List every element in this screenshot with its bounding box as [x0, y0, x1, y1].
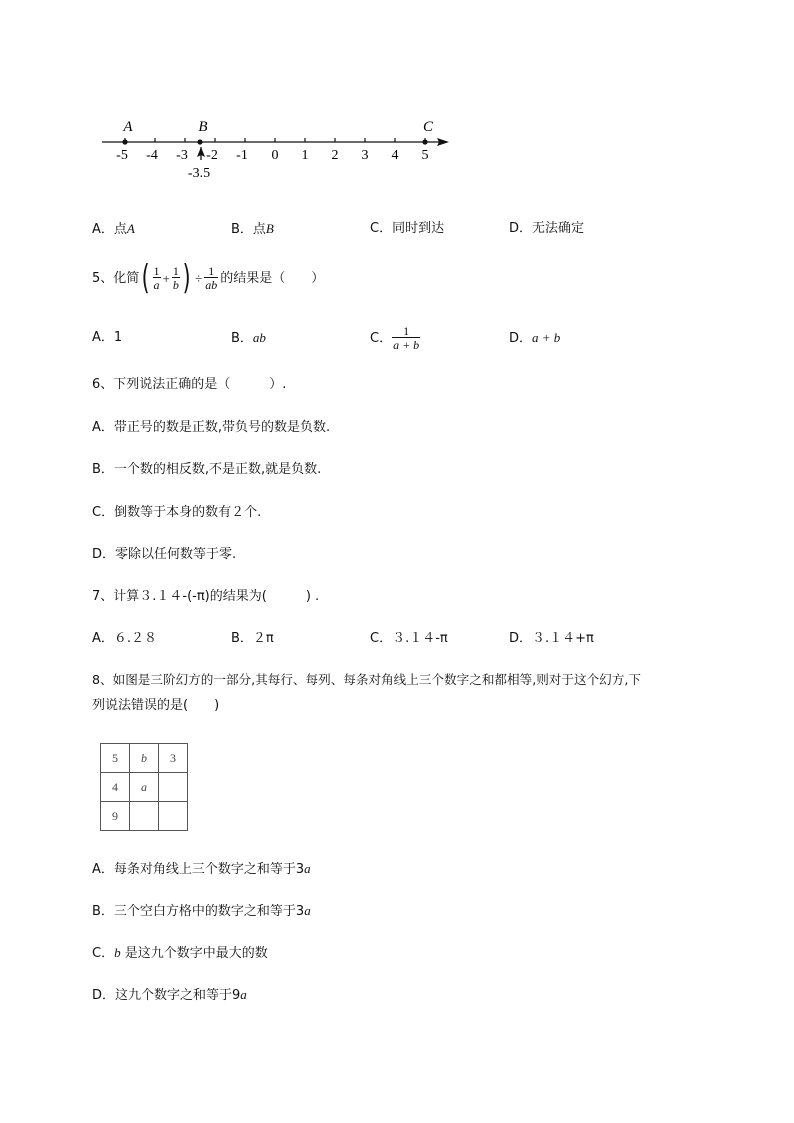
q4-option-c[interactable]: C．同时到达 [370, 221, 445, 236]
q5-option-d-prefix: D． [509, 331, 533, 346]
tick-label: 0 [271, 148, 279, 163]
grid-cell: a [130, 773, 159, 802]
q7-option-d[interactable]: D．３.１４+π [509, 631, 594, 646]
pointer-label: -3.5 [187, 166, 211, 181]
q5-close-paren: ) [182, 258, 191, 298]
q5-suffix: 的结果是（ ） [220, 270, 325, 286]
q5-fraction-1: $\frac{1}{a}$ [153, 264, 160, 292]
q4-option-b[interactable] [231, 222, 274, 236]
q4-option-b-text: B．点 [231, 222, 266, 237]
q8-option-c-var: b [114, 945, 121, 960]
q6-stem: 6、下列说法正确的是（ ）. [92, 377, 287, 392]
tick-label: -5 [116, 148, 128, 163]
q4-option-a-text: A．点 [92, 222, 127, 237]
q8-option-d-var: a [240, 987, 247, 1002]
q6-option-c[interactable]: C．倒数等于本身的数有２个. [92, 505, 262, 520]
q4-option-b-var: B [265, 221, 274, 236]
q5-option-a[interactable]: A．1 [92, 330, 123, 345]
q5-open-paren: ( [141, 258, 150, 298]
grid-cell: 5 [101, 744, 130, 773]
q7-option-a[interactable]: A．６.２８ [92, 631, 158, 646]
q5-option-b-prefix: B． [231, 331, 253, 346]
q8-option-b[interactable] [92, 904, 311, 918]
q6-option-d[interactable]: D．零除以任何数等于零. [92, 547, 237, 562]
q8-option-d-text: D．这九个数字之和等于9 [92, 988, 241, 1003]
grid-cell: 4 [101, 773, 130, 802]
point-a-label: A [123, 119, 133, 135]
tick-label: 5 [421, 148, 429, 163]
tick-label: -1 [236, 148, 248, 163]
pointer-arrow [197, 147, 205, 160]
point-a-dot [122, 139, 127, 144]
q5-option-b-var: ab [252, 330, 266, 345]
q5-option-c[interactable] [370, 320, 420, 356]
grid-cell: 9 [101, 802, 130, 831]
grid-cell-empty [130, 802, 159, 831]
q8-option-d[interactable] [92, 988, 247, 1002]
q5-option-c-fraction: $\frac{1}{a + b}$ [393, 324, 420, 352]
q7-stem: 7、计算３.１４-(-π)的结果为( ) . [92, 589, 320, 604]
tick-label: 1 [301, 148, 309, 163]
q5-plus: + [162, 270, 170, 286]
q5-fraction-3: $\frac{1}{ab}$ [205, 264, 218, 292]
q7-option-c[interactable]: C．３.１４-π [370, 631, 448, 646]
q8-option-a-var: a [304, 861, 311, 876]
tick-label: 3 [361, 148, 369, 163]
q5-prefix: 5、化简 [92, 270, 140, 286]
grid-cell-empty [159, 802, 188, 831]
grid-cell-empty [159, 773, 188, 802]
q8-stem-line-2: 列说法错误的是( ) [92, 698, 220, 713]
tick-label: -2 [206, 148, 218, 163]
tick-label: -4 [146, 148, 158, 163]
q8-option-b-text: B．三个空白方格中的数字之和等于3 [92, 904, 305, 919]
grid-cell: b [130, 744, 159, 773]
magic-square-grid [100, 743, 188, 831]
q6-option-a[interactable]: A．带正号的数是正数,带负号的数是负数. [92, 420, 331, 435]
tick-label: -3 [176, 148, 188, 163]
q4-option-a-var: A [126, 221, 135, 236]
tick-label: 2 [331, 148, 339, 163]
q8-option-b-var: a [304, 903, 311, 918]
q5-divide: ÷ [195, 270, 203, 286]
q8-option-c[interactable] [92, 946, 268, 960]
q5-fraction-2: $\frac{1}{b}$ [172, 264, 179, 292]
q7-option-b[interactable]: B．２π [231, 631, 274, 646]
q8-stem-line-1: 8、如图是三阶幻方的一部分,其每行、每列、每条对角线上三个数字之和都相等,则对于这个幻方,下 [92, 672, 641, 687]
q4-option-a[interactable] [92, 222, 135, 236]
grid-cell: 3 [159, 744, 188, 773]
q5-stem [92, 258, 324, 298]
q8-option-a[interactable] [92, 862, 311, 876]
point-c-dot [422, 139, 427, 144]
q6-option-b[interactable]: B．一个数的相反数,不是正数,就是负数. [92, 462, 322, 477]
point-b-dot [197, 139, 202, 144]
q5-option-d[interactable] [509, 331, 560, 345]
q5-option-d-var: a + b [532, 330, 561, 345]
q4-option-d[interactable]: D．无法确定 [509, 221, 585, 236]
q8-option-a-text: A．每条对角线上三个数字之和等于3 [92, 862, 305, 877]
tick-label: 4 [391, 148, 399, 163]
point-c-label: C [422, 119, 434, 135]
q8-option-c-prefix: C． [92, 946, 115, 961]
q5-option-b[interactable] [231, 331, 266, 345]
point-b-label: B [198, 119, 208, 135]
q8-option-c-text: 是这九个数字中最大的数 [124, 946, 268, 961]
q5-option-c-prefix: C． [370, 330, 393, 346]
